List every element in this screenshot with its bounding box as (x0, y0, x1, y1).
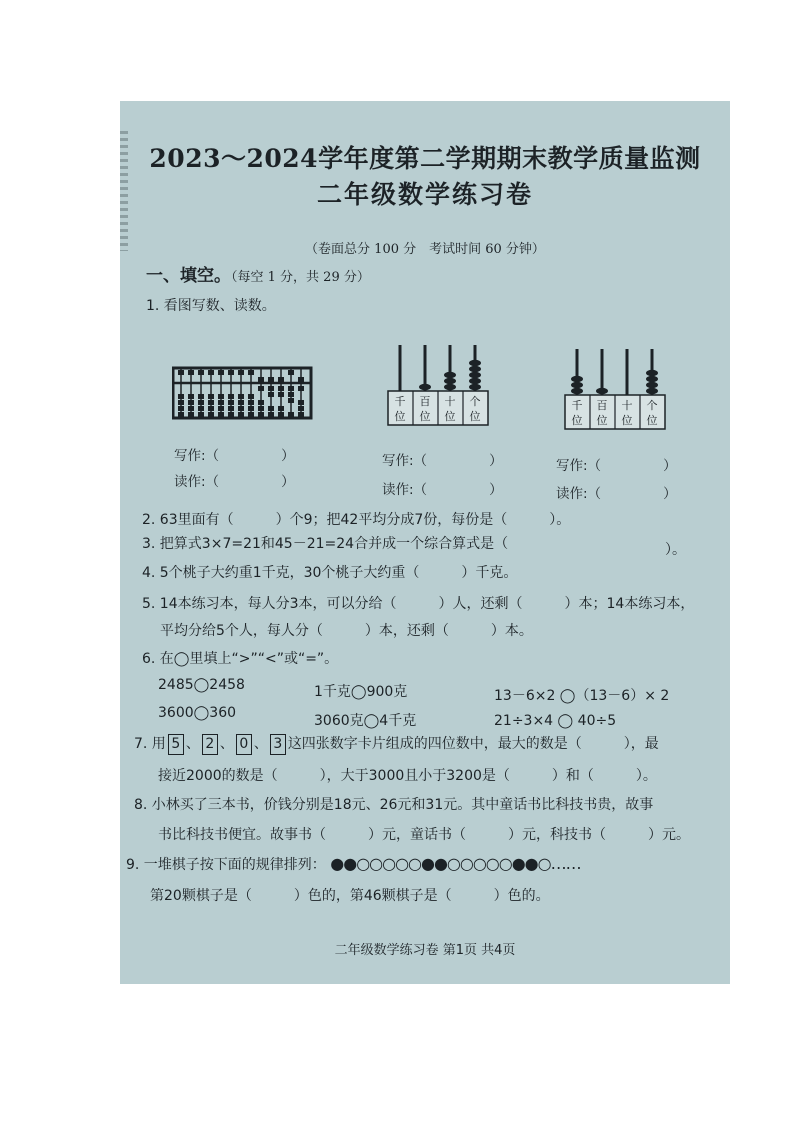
abacus-bead (248, 412, 254, 417)
abacus-bead (288, 398, 294, 403)
abacus-bead (248, 370, 254, 375)
abacus-bead (208, 370, 214, 375)
place-label-bottom: 位 (444, 410, 456, 423)
read-line-1 (174, 470, 295, 490)
abacus-bead (178, 406, 184, 411)
compare-item-2: 1千克◯900克 (314, 684, 408, 700)
abacus-bead (258, 412, 264, 417)
abacus-bead (208, 400, 214, 405)
abacus-bead (188, 412, 194, 417)
abacus-bead (198, 400, 204, 405)
abacus-bead (178, 400, 184, 405)
abacus-bead (188, 406, 194, 411)
frame-bead (571, 382, 583, 388)
abacus-bead (238, 406, 244, 411)
abacus-bead (238, 394, 244, 399)
compare-item-6: 21÷3×4 ◯ 40÷5 (494, 713, 617, 729)
frame-bead (646, 376, 658, 382)
compare-item-5: 3060克◯4千克 (314, 713, 417, 729)
question-5-line1: 5. 14本练习本，每人分3本，可以分给（ ）人，还剩（ ）本；14本练习本， (142, 596, 695, 612)
abacus-bead (298, 400, 304, 405)
abacus-bead (178, 412, 184, 417)
abacus-bead (248, 400, 254, 405)
frame-bead (469, 372, 481, 378)
abacus-bead (198, 412, 204, 417)
read-line-2 (382, 478, 503, 498)
abacus-bead (218, 370, 224, 375)
abacus-bead (268, 412, 274, 417)
read-line-3 (556, 482, 677, 502)
section-title: 一、填空。 (146, 266, 231, 286)
abacus-bead (298, 406, 304, 411)
section-note: （每空 1 分，共 29 分） (231, 270, 370, 285)
question-7-line2: 接近2000的数是（ ），大于3000且小于3200是（ ）和（ ）。 (158, 768, 657, 784)
separator: 、 (253, 736, 268, 752)
abacus-bead (258, 406, 264, 411)
read-label: 读作:（ (556, 486, 602, 502)
write-line-1 (174, 444, 295, 464)
abacus-bead (228, 412, 234, 417)
abacus-bead (268, 406, 274, 411)
question-1: 1. 看图写数、读数。 (146, 298, 276, 314)
abacus-bead (288, 370, 294, 375)
abacus-bead (178, 370, 184, 375)
place-label-bottom: 位 (469, 410, 481, 423)
abacus-bead (208, 394, 214, 399)
abacus-bead (268, 386, 274, 391)
exam-title: 2023～2024学年度第二学期期末教学质量监测 (149, 144, 701, 173)
abacus-bead (248, 406, 254, 411)
counting-frame-left (386, 341, 494, 427)
separator: 、 (219, 736, 234, 752)
read-label: 读作:（ (382, 482, 428, 498)
question-9-line2: 第20颗棋子是（ ）色的，第46颗棋子是（ ）色的。 (150, 888, 550, 904)
frame-bead (646, 382, 658, 388)
frame-bead (571, 376, 583, 382)
place-label-bottom: 位 (646, 414, 658, 427)
abacus-bead (298, 412, 304, 417)
digit-card: 2 (202, 734, 218, 755)
abacus-bead (208, 412, 214, 417)
abacus-bead (228, 400, 234, 405)
abacus-bead (238, 400, 244, 405)
abacus-bead (228, 406, 234, 411)
abacus-bead (178, 394, 184, 399)
place-label-top: 千 (571, 399, 583, 412)
abacus-bead (288, 412, 294, 417)
abacus-bead (258, 400, 264, 405)
abacus-bead (258, 377, 264, 382)
write-label: 写作:（ (174, 448, 220, 464)
exam-info: （卷面总分 100 分 考试时间 60 分钟） (305, 242, 545, 257)
abacus-bead (218, 394, 224, 399)
digit-card: 0 (236, 734, 252, 755)
abacus-bead (258, 386, 264, 391)
abacus-bead (278, 377, 284, 382)
page-footer: 二年级数学练习卷 第1页 共4页 (334, 943, 516, 958)
frame-bead (444, 384, 456, 390)
question-3 (142, 533, 508, 553)
abacus-bead (298, 386, 304, 391)
paren-close: ） (663, 486, 677, 502)
abacus-bead (278, 406, 284, 411)
abacus-bead (208, 406, 214, 411)
abacus-bead (198, 406, 204, 411)
question-3-close: ）。 (665, 542, 686, 558)
write-line-3 (556, 454, 677, 474)
abacus-bead (238, 370, 244, 375)
paren-close: ） (489, 482, 503, 498)
digit-card: 3 (270, 734, 286, 755)
read-label: 读作:（ (174, 474, 220, 490)
abacus-bead (288, 386, 294, 391)
abacus-bead (288, 392, 294, 397)
abacus-bead (228, 394, 234, 399)
question-7-suffix: 这四张数字卡片组成的四位数中，最大的数是（ ），最 (287, 736, 659, 752)
abacus-bead (278, 412, 284, 417)
write-line-2 (382, 449, 503, 469)
abacus-bead (198, 394, 204, 399)
frame-bead (444, 372, 456, 378)
write-label: 写作:（ (556, 458, 602, 474)
abacus-bead (268, 392, 274, 397)
place-label-bottom: 位 (419, 410, 431, 423)
place-label-bottom: 位 (596, 414, 608, 427)
write-label: 写作:（ (382, 453, 428, 469)
frame-bead (419, 384, 431, 390)
question-2: 2. 63里面有（ ）个9；把42平均分成7份，每份是（ ）。 (142, 512, 571, 528)
question-5-line2: 平均分给5个人，每人分（ ）本，还剩（ ）本。 (160, 623, 533, 639)
abacus-bead (228, 370, 234, 375)
question-7-prefix: 7. 用 (134, 736, 166, 752)
bead-pattern: ●●○○○○○●●○○○○○●●○…… (330, 854, 581, 873)
abacus-bead (198, 370, 204, 375)
abacus-bead (188, 400, 194, 405)
separator: 、 (185, 736, 200, 752)
abacus-bead (298, 377, 304, 382)
place-label-top: 十 (621, 399, 633, 412)
frame-bead (571, 388, 583, 394)
paren-close: ） (489, 453, 503, 469)
question-8-line1: 8. 小林买了三本书，价钱分别是18元、26元和31元。其中童话书比科技书贵，故事 (134, 797, 654, 813)
question-7-line1 (134, 733, 659, 755)
counting-frame-right (563, 345, 671, 431)
section-heading (146, 261, 370, 286)
abacus-bead (268, 377, 274, 382)
abacus-bead (278, 386, 284, 391)
exam-subtitle: 二年级数学练习卷 (316, 180, 533, 209)
place-label-top: 个 (646, 399, 658, 412)
abacus-bead (278, 392, 284, 397)
compare-item-1: 2485◯2458 (158, 677, 245, 693)
place-label-top: 千 (394, 395, 406, 408)
question-9-line1 (126, 854, 581, 874)
abacus-bead (188, 394, 194, 399)
question-4: 4. 5个桃子大约重1千克，30个桃子大约重（ ）千克。 (142, 565, 518, 581)
paren-close: ） (663, 458, 677, 474)
abacus-bead (218, 406, 224, 411)
digit-card: 5 (168, 734, 184, 755)
frame-bead (646, 370, 658, 376)
place-label-bottom: 位 (621, 414, 633, 427)
question-9-text: 9. 一堆棋子按下面的规律排列： (126, 857, 326, 873)
abacus-bead (218, 412, 224, 417)
question-6: 6. 在◯里填上“>”“<”或“=”。 (142, 651, 339, 667)
place-label-top: 百 (419, 395, 431, 408)
question-8-line2: 书比科技书便宜。故事书（ ）元，童话书（ ）元，科技书（ ）元。 (158, 827, 690, 843)
frame-bead (469, 384, 481, 390)
paren-close: ） (281, 474, 295, 490)
abacus-bead (238, 412, 244, 417)
abacus-bead (188, 370, 194, 375)
frame-bead (444, 378, 456, 384)
frame-bead (469, 360, 481, 366)
frame-bead (596, 388, 608, 394)
place-label-top: 个 (469, 395, 481, 408)
abacus-image (172, 363, 314, 423)
compare-item-3: 13－6×2 ◯（13－6）× 2 (494, 688, 670, 704)
place-label-bottom: 位 (571, 414, 583, 427)
abacus-bead (218, 400, 224, 405)
question-3-text: 3. 把算式3×7=21和45－21=24合并成一个综合算式是（ (142, 536, 509, 552)
abacus-bead (248, 394, 254, 399)
exam-paper (120, 101, 730, 984)
frame-bead (469, 378, 481, 384)
paren-close: ） (281, 448, 295, 464)
compare-item-4: 3600◯360 (158, 705, 237, 721)
frame-bead (646, 388, 658, 394)
frame-bead (469, 366, 481, 372)
place-label-bottom: 位 (394, 410, 406, 423)
place-label-top: 十 (444, 395, 456, 408)
place-label-top: 百 (596, 399, 608, 412)
